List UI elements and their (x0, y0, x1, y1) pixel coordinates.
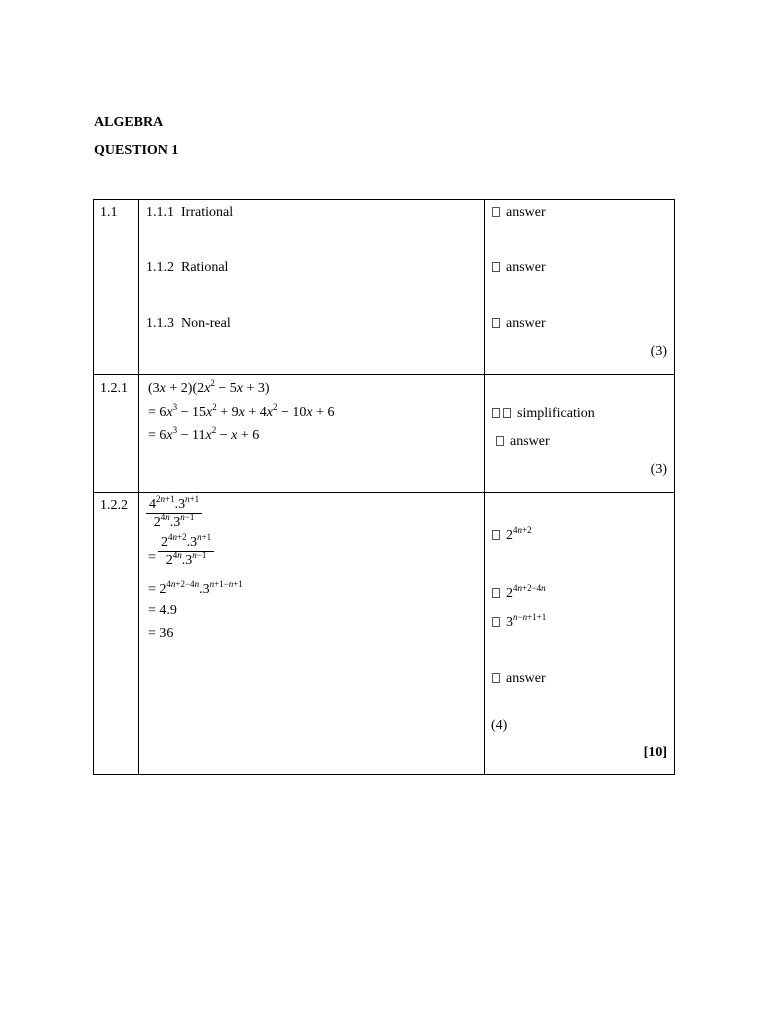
section-heading: ALGEBRA (94, 115, 164, 130)
sub-question-label: 1.1.3 Non-real (146, 316, 231, 331)
sub-question-label: 1.1.1 Irrational (146, 205, 234, 220)
mark-criterion: answer (492, 671, 546, 687)
working-line: = $2^{4n+2-4n}.3^{n+1-n+1}$ (148, 579, 243, 597)
fraction: $4^{2n+1}.3^{n+1}$ $2^{4n}.3^{n-1}$ (146, 496, 202, 531)
mark-criterion: answer (492, 205, 546, 221)
working-line: = $6x^3 - 11x^2 - x + 6$ (148, 425, 260, 443)
row-number: 1.2.2 (100, 498, 128, 513)
grand-total: [10] (643, 745, 667, 760)
checkbox-icon (492, 207, 500, 217)
mark-criterion: answer (492, 316, 546, 332)
row-number: 1.2.1 (100, 381, 128, 396)
checkbox-icon (492, 530, 500, 540)
working-line: = $6x^3 - 15x^2 + 9x + 4x^2 - 10x + 6$ (148, 402, 335, 420)
mark-criterion: $2^{4n+2}$ (492, 528, 532, 544)
checkbox-icon (503, 408, 511, 418)
working-line: = 36 (148, 626, 174, 641)
question-heading: QUESTION 1 (94, 143, 179, 158)
column-divider (138, 200, 139, 774)
sub-question-label: 1.1.2 Rational (146, 260, 229, 275)
checkbox-icon (492, 588, 500, 598)
mark-total: (3) (650, 344, 667, 359)
row-divider (94, 492, 674, 493)
checkbox-icon (492, 318, 500, 328)
mark-criterion: $2^{4n+2-4n}$ (492, 586, 546, 602)
checkbox-icon (492, 617, 500, 627)
working-line: $(3x + 2)(2x^2 - 5x + 3)$ (148, 378, 270, 396)
mark-criterion: answer (492, 260, 546, 276)
row-number: 1.1 (100, 205, 118, 220)
memo-table (93, 199, 675, 775)
mark-criterion: simplification (492, 406, 595, 422)
checkbox-icon (492, 673, 500, 683)
checkbox-icon (496, 436, 504, 446)
working-line: = 4.9 (148, 603, 177, 618)
column-divider (484, 200, 485, 774)
mark-criterion: answer (496, 434, 550, 450)
checkbox-icon (492, 262, 500, 272)
mark-subtotal: (4) (491, 718, 508, 733)
equals-sign: = (148, 550, 156, 565)
row-divider (94, 374, 674, 375)
mark-criterion: $3^{n-n+1+1}$ (492, 615, 546, 631)
fraction: $2^{4n+2}.3^{n+1}$ $2^{4n}.3^{n-1}$ (158, 534, 214, 569)
checkbox-icon (492, 408, 500, 418)
mark-total: (3) (650, 462, 667, 477)
